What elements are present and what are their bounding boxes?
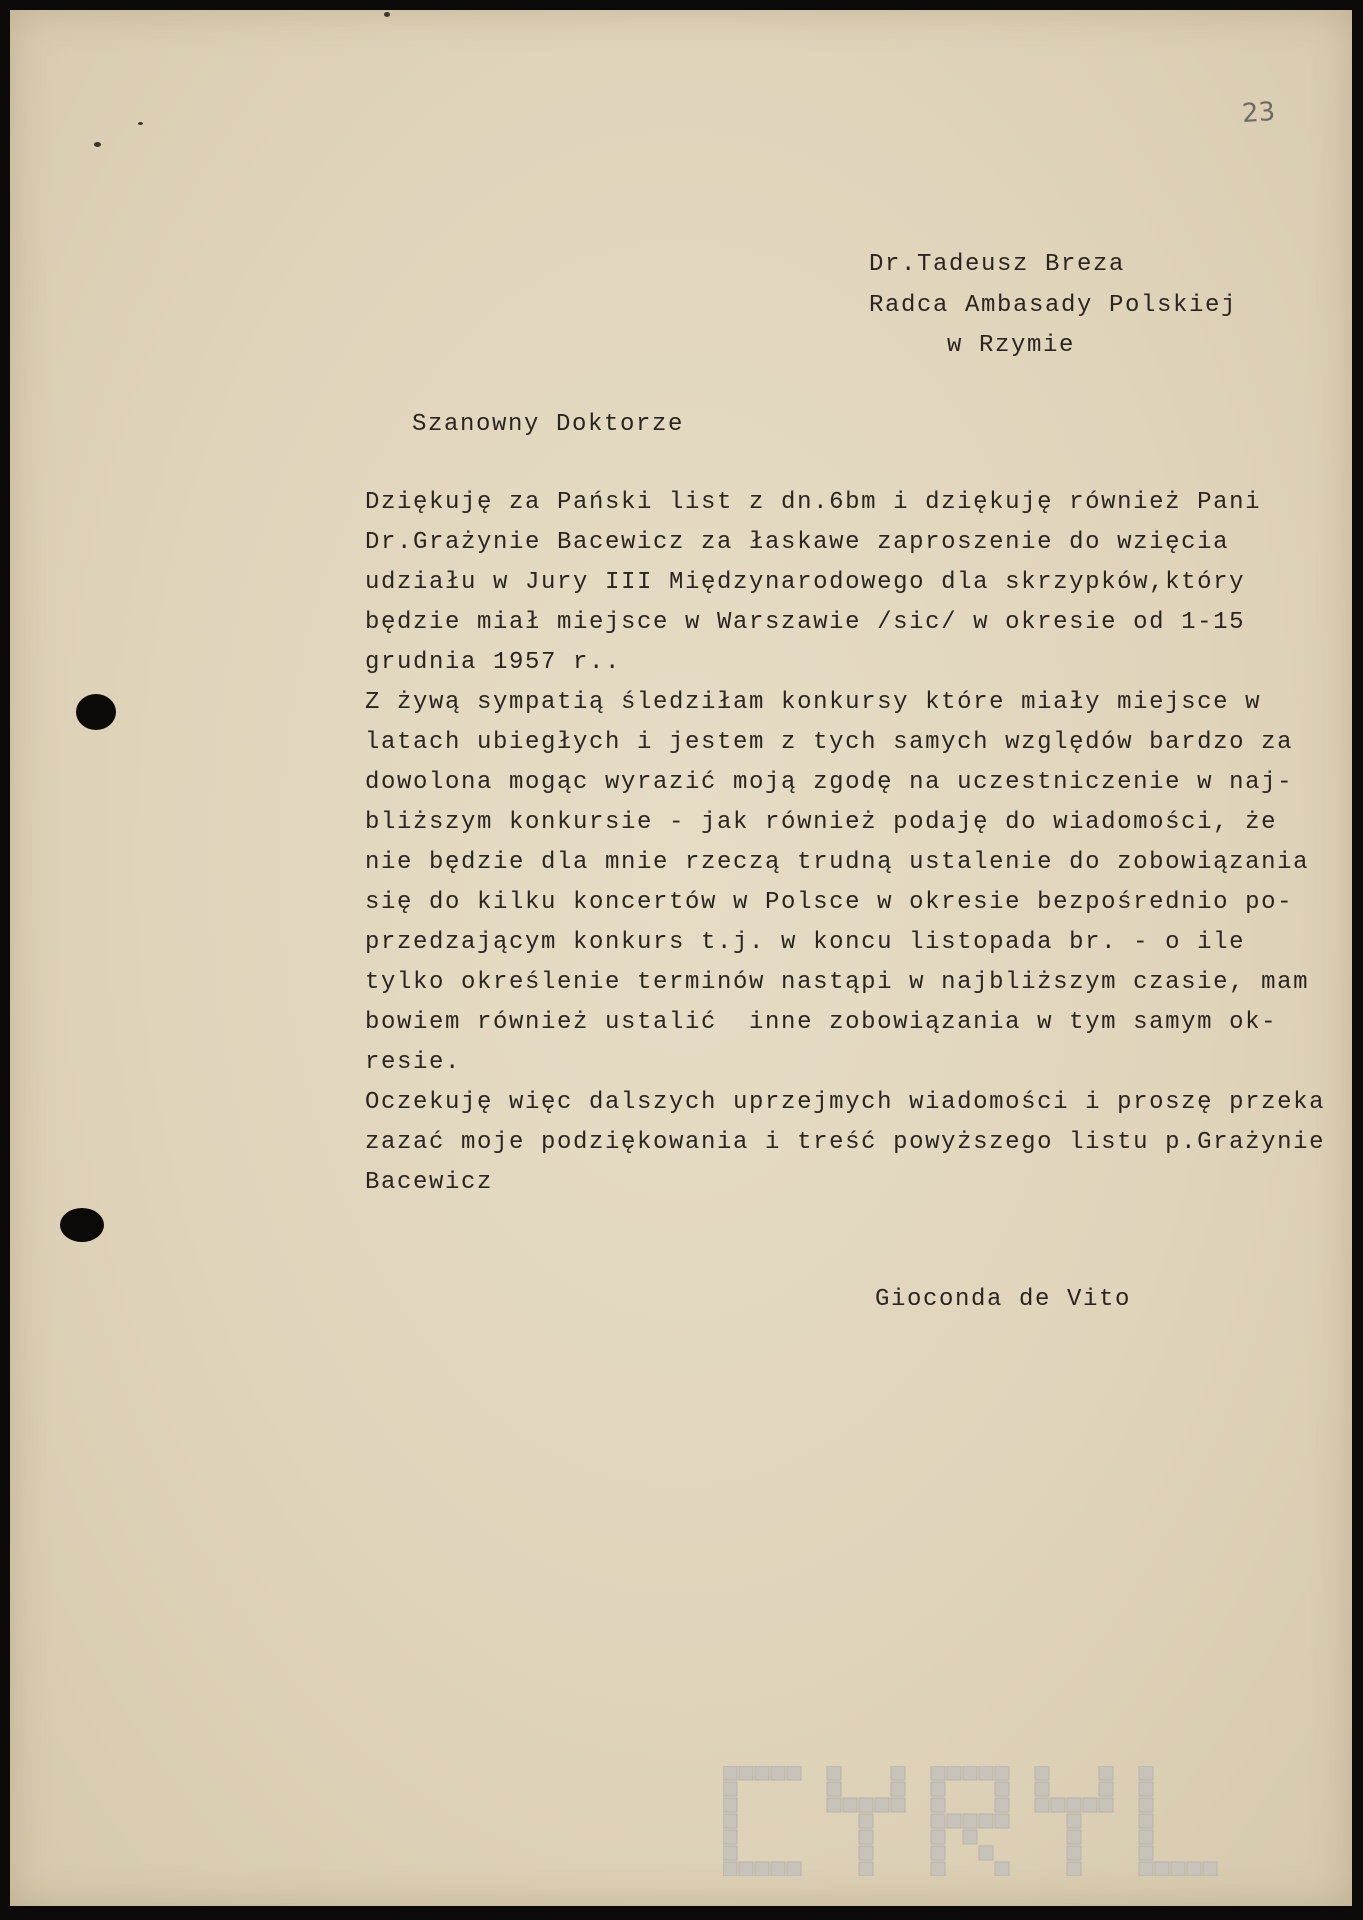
watermark-cell xyxy=(1139,1814,1153,1828)
watermark-cell xyxy=(723,1782,737,1796)
watermark-cell xyxy=(931,1814,945,1828)
watermark-cell xyxy=(995,1782,1009,1796)
page-number: 23 xyxy=(1240,96,1277,130)
watermark-logo xyxy=(723,1766,1343,1876)
signature: Gioconda de Vito xyxy=(875,1286,1132,1313)
watermark-cell xyxy=(995,1766,1009,1780)
watermark-cell xyxy=(979,1814,993,1828)
body-line: Dziękuję za Pański list z dn.6bm i dziękuję również Pani xyxy=(365,489,1262,516)
watermark-cell xyxy=(771,1862,785,1876)
salutation: Szanowny Doktorze xyxy=(412,411,685,438)
body-line: grudnia 1957 r.. xyxy=(365,649,622,676)
watermark-cell xyxy=(947,1814,961,1828)
watermark-cell xyxy=(827,1766,841,1780)
watermark-cell xyxy=(1067,1846,1081,1860)
watermark-cell xyxy=(947,1766,961,1780)
ink-speck xyxy=(94,142,101,147)
watermark-cell xyxy=(1099,1766,1113,1780)
watermark-cell xyxy=(931,1830,945,1844)
watermark-cell xyxy=(931,1846,945,1860)
watermark-cell xyxy=(995,1798,1009,1812)
watermark-cell xyxy=(891,1782,905,1796)
watermark-cell xyxy=(723,1862,737,1876)
watermark-cell xyxy=(755,1766,769,1780)
watermark-cell xyxy=(755,1862,769,1876)
body-line: Bacewicz xyxy=(365,1169,494,1196)
watermark-cell xyxy=(875,1798,889,1812)
watermark-cell xyxy=(979,1846,993,1860)
body-line: dowolona mogąc wyrazić moją zgodę na uczestniczenie w naj- xyxy=(365,769,1294,796)
watermark-cell xyxy=(859,1846,873,1860)
watermark-cell xyxy=(1067,1830,1081,1844)
body-line: latach ubiegłych i jestem z tych samych względów bardzo za xyxy=(365,729,1294,756)
watermark-cell xyxy=(859,1798,873,1812)
body-line: Dr.Grażynie Bacewicz za łaskawe zaproszenie do wzięcia xyxy=(365,529,1230,556)
body-line: resie. xyxy=(365,1049,462,1076)
watermark-cell xyxy=(1035,1782,1049,1796)
body-line: bowiem również ustalić inne zobowiązania w tym samym ok- xyxy=(365,1009,1278,1036)
body-line: przedzającym konkurs t.j. w koncu listopada br. - o ile xyxy=(365,929,1246,956)
watermark-cell xyxy=(931,1862,945,1876)
watermark-cell xyxy=(1099,1782,1113,1796)
watermark-cell xyxy=(931,1782,945,1796)
body-line: tylko określenie terminów nastąpi w najbliższym czasie, mam xyxy=(365,969,1310,996)
watermark-cell xyxy=(891,1766,905,1780)
body-line: Z żywą sympatią śledziłam konkursy które miały miejsce w xyxy=(365,689,1262,716)
punch-hole xyxy=(76,694,116,730)
watermark-cell xyxy=(787,1766,801,1780)
watermark-cell xyxy=(827,1798,841,1812)
ink-speck xyxy=(138,122,143,125)
watermark-cell xyxy=(827,1782,841,1796)
watermark-cell xyxy=(1171,1862,1185,1876)
addressee-name: Dr.Tadeusz Breza xyxy=(869,251,1126,278)
watermark-cell xyxy=(723,1766,737,1780)
watermark-cell xyxy=(787,1862,801,1876)
watermark-cell xyxy=(995,1814,1009,1828)
body-line: nie będzie dla mnie rzeczą trudną ustalenie do zobowiązania xyxy=(365,849,1310,876)
watermark-cell xyxy=(1139,1862,1153,1876)
watermark-cell xyxy=(931,1766,945,1780)
watermark-cell xyxy=(723,1830,737,1844)
watermark-cell xyxy=(1051,1798,1065,1812)
watermark-cell xyxy=(1139,1830,1153,1844)
watermark-cell xyxy=(1067,1814,1081,1828)
watermark-cell xyxy=(1067,1798,1081,1812)
punch-hole xyxy=(60,1208,104,1242)
watermark-cell xyxy=(1187,1862,1201,1876)
watermark-cell xyxy=(739,1766,753,1780)
watermark-cell xyxy=(1139,1782,1153,1796)
watermark-cell xyxy=(1139,1798,1153,1812)
watermark-cell xyxy=(963,1766,977,1780)
watermark-cell xyxy=(843,1798,857,1812)
watermark-cell xyxy=(979,1766,993,1780)
watermark-cell xyxy=(723,1814,737,1828)
body-line: będzie miał miejsce w Warszawie /sic/ w okresie od 1-15 xyxy=(365,609,1246,636)
body-line: udziału w Jury III Międzynarodowego dla skrzypków,który xyxy=(365,569,1246,596)
document-page xyxy=(10,10,1352,1906)
body-line: bliższym konkursie - jak również podaję do wiadomości, że xyxy=(365,809,1278,836)
body-line: Oczekuję więc dalszych uprzejmych wiadomości i proszę przeka xyxy=(365,1089,1326,1116)
watermark-cell xyxy=(723,1846,737,1860)
watermark-cell xyxy=(859,1814,873,1828)
watermark-cell xyxy=(859,1830,873,1844)
watermark-cell xyxy=(723,1798,737,1812)
watermark-cell xyxy=(931,1798,945,1812)
watermark-cell xyxy=(739,1862,753,1876)
watermark-cell xyxy=(1139,1846,1153,1860)
watermark-cell xyxy=(771,1766,785,1780)
watermark-cell xyxy=(891,1798,905,1812)
watermark-cell xyxy=(1067,1862,1081,1876)
ink-speck xyxy=(384,12,390,17)
watermark-cell xyxy=(1035,1766,1049,1780)
watermark-cell xyxy=(963,1830,977,1844)
watermark-cell xyxy=(1203,1862,1217,1876)
watermark-cell xyxy=(1155,1862,1169,1876)
watermark-cell xyxy=(1139,1766,1153,1780)
addressee-title: Radca Ambasady Polskiej xyxy=(869,292,1238,319)
watermark-cell xyxy=(1035,1798,1049,1812)
watermark-cell xyxy=(963,1814,977,1828)
addressee-location: w Rzymie xyxy=(947,332,1076,359)
body-line: się do kilku koncertów w Polsce w okresie bezpośrednio po- xyxy=(365,889,1294,916)
body-line: zazać moje podziękowania i treść powyższego listu p.Grażynie xyxy=(365,1129,1326,1156)
watermark-cell xyxy=(859,1862,873,1876)
watermark-cell xyxy=(1083,1798,1097,1812)
watermark-cell xyxy=(995,1862,1009,1876)
watermark-cell xyxy=(1099,1798,1113,1812)
